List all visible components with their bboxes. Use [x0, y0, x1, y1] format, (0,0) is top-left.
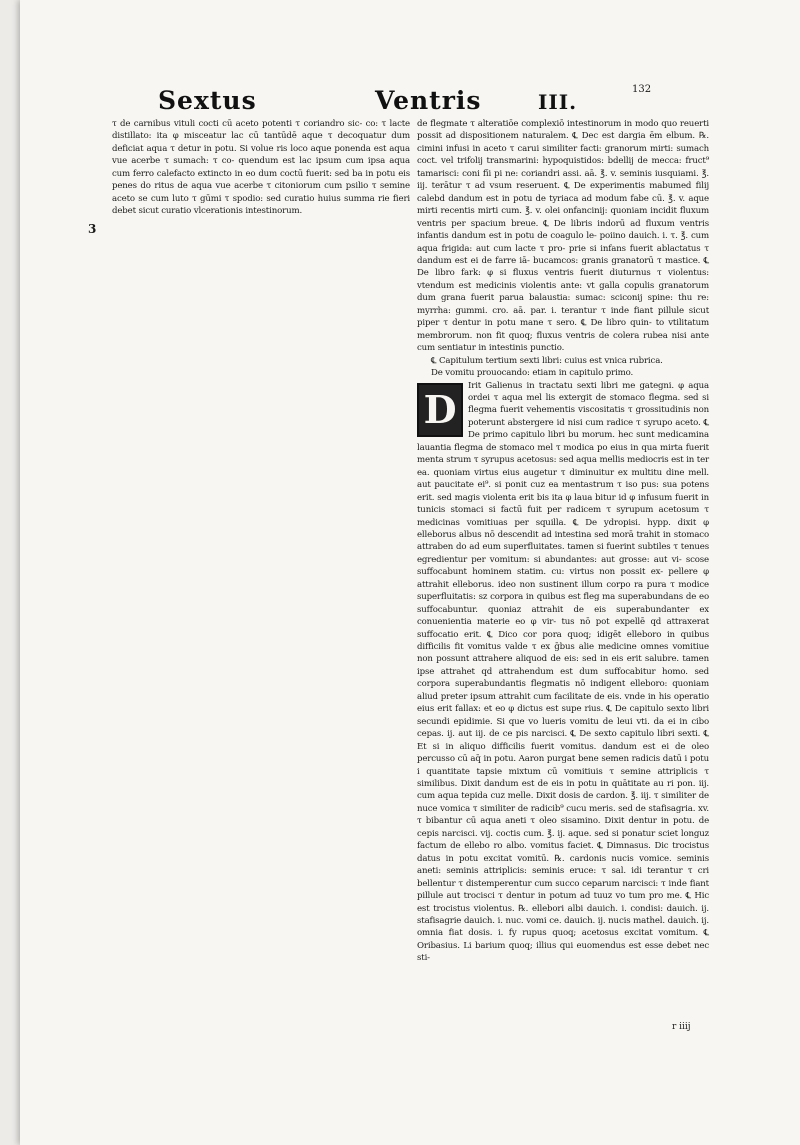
signature-mark: r iiij — [672, 1022, 691, 1032]
folio-number: 132 — [632, 84, 652, 95]
right-paragraph-top: de flegmate τ alteratiōe complexiō intestinorum in modo quo reuerti possit ad dispositionem naturalem. ℄ Dec est dargia ēm elbum. ℞. cimini infusi in aceto τ carui similiter facti: granorum mirti: sumach coct. vel trifolij transmarini: hypoquistidos: bdellij de mecca: fruct⁹ tamarisci: coni fīi pi ne: coriandri assi. aā. ℥. v. seminis iusquiami. ℥. iij. terātur τ ad vsum reseruent. ℄ De experimentis mabumed filij calebd dandum est in potu de tyriaca ad modum fabe cū. ℥. v. aque mirti recentis mirti cum. ℥. v. olei onfancinij: quoniam incidit fluxum ventris per spacium breue. ℄ De libris indorū ad fluxum ventris infantis dandum est in potu de coagulo le- poiino dauich. i. τ. ℥. cum aqua frigida: aut cum lacte τ pro- prie si infans fuerit ablactatus τ dandum est ei de farre iā- bucamcos: granis granatorū τ mastice. ℄ De libro fark: φ si fluxus ventris fuerit diuturnus τ violentus: vtendum est medicinis violentis ante: vt galla copulis granatorum dum grana fuerit parua balaustia: sumac: sciconij spine: thu re: myrrha: gummi. cro. aā. par. i. terantur τ inde fiant pillule sicut piper τ dentur in potu mane τ sero. ℄ De libro quin- to vtilitatum membrorum. non fit quoq; fluxus ventris de colera rubea nisi ante cum sentiatur in intestinis punctio. — [417, 119, 709, 354]
chapter-body — [417, 380, 709, 965]
left-paragraph-1: τ de carnibus vituli cocti cū aceto potenti τ coriandro sic- co: τ lacte distillato: ita φ misceatur lac cū tantūdē aque τ decoquatur dum deficiat aqua τ detur in potu. Si volue ris loco aque ponenda est aqua vue acerbe τ sumach: τ co- quendum est lac ipsum cum ipsa aqua cum ferro calefacto extincto in eo dum coctū fuerit: sed ba in potu eis penes do ritus de aqua vue acerbe τ citoniorum cum psilio τ semine aceto se cum luto τ gūmi τ spodio: sed curatio huius summa rie fieri debet sicut curatio vlcerationis intestinorum. — [112, 119, 410, 217]
decorated-initial: D — [417, 383, 463, 437]
running-head-left: Sextus — [158, 86, 257, 115]
running-head-right: III. — [538, 90, 578, 114]
left-column — [112, 118, 410, 218]
right-column — [417, 118, 709, 965]
running-head-center: Ventris — [375, 86, 482, 115]
chapter-rubric: De vomitu prouocando: etiam in capitulo primo. — [431, 368, 634, 379]
chapter-heading: ℄ Capitulum tertium sexti libri: cuius est vnica rubrica. — [431, 355, 663, 366]
book-page — [20, 0, 800, 1145]
section-number: 3 — [88, 222, 97, 236]
right-paragraph-main: Irit Galienus in tractatu sexti libri me gategni. φ aqua ordei τ aqua mel lis extergit de stomaco flegma. sed si flegma fuerit vehementis viscositatis τ grossitudinis non poterunt abstergere id nisi cum radice τ syrupo aceto. ℄ De primo capitulo libri bu morum. hec sunt medicamina lauantia flegma de stomaco mel τ modica po eius in qua mirta fuerit menta strum τ syrupus acetosus: sed aqua mellis mediocris est in ter ea. quoniam virtus eius augetur τ diminuitur ex multitu dine mell. aut paucitate ei⁹. si ponit cuz ea mentastrum τ iso pus: sua potens erit. sed magis violenta erit bis ita φ laua bitur id φ infusum fuerit in tunicis stomaci si factū fuit per radicem τ syrupum acetosum τ medicinas vomitiuas per squilla. ℄ De ydropisi. hypp. dixit φ elleborus albus nō descendit ad intestina sed morā trahit in stomaco attraben do ad eum superfluitates. tamen si fuerint subtiles τ tenues egredientur per vomitum: si abundantes: aut grosse: aut vi- scose suffocabunt hominem statim. cu: virtus non possit ex- pellere φ attrahit elleborus. ideo non sustinent illum corpo ra pura τ modice superfluitatis: sz corpora in quibus est fleg ma superabundans de eo suffocabuntur. quoniaz attrahit de eis superabundanter ex conuenientia materie eo φ vir- tus nō pot expellē qd attraxerat suffocatio erit. ℄ Dico cor pora quoq; idigēt elleboro in quibus difficilis fit vomitus valde τ ex ḡbus alie medicine omnes vomitiue non possunt attrahere aliquod de eis: sed in eis erit salubre. tamen ipse attrahet qd attrahendum est dum suffocabitur homo. sed corpora superabundantis flegmatis nō indigent elleboro: quoniam aliud preter ipsum attrahit cum facilitate de eis. vnde in his operatio eius erit fallax: et eo φ dictus est supe rius. ℄ De capitulo sexto libri secundi epidimie. Si que vo lueris vomitu de leui vti. da ei in cibo cepas. ij. aut iij. de ce pis narcisci. ℄ De sexto capitulo libri sexti. ℄ Et si in aliquo difficilis fuerit vomitus. dandum est ei de oleo percusso cū aq̄ in potu. Aaron purgat bene semen radicis datū i potu i quantitate tapsie mixtum cū vomitiuis τ semine attriplicis τ similibus. Dixit dandum est de eis in potu in quātitate au ri pon. iij. cum aqua tepida cuz melle. Dixit dosis de cardon. ℥. iij. τ similiter de nuce vomica τ similiter de radicib⁹ cucu meris. sed de stafisagria. xv. τ bibantur cū aqua aneti τ oleo sisamino. Dixit dentur in potu. de cepis narcisci. vij. coctis cum. ℥. ij. aque. sed si ponatur sciet longuz factum de ellebo ro albo. vomitus faciet. ℄ Dimnasus. Dic trocistus datus in potu excitat vomitū. ℞. cardonis nucis vomice. seminis aneti: seminis attriplicis: seminis eruce: τ sal. idi terantur τ cri bellentur τ distemperentur cum succo ceparum narcisci: τ inde fiant pillule aut trocisci τ dentur in potum ad tuuz vo tum pro me. ℄ Hic est trocistus violentus. ℞. ellebori albi dauich. i. condisi: dauich. ij. stafisagrie dauich. i. nuc. vomi ce. dauich. ij. nucis mathel. dauich. ij. omnia fiat dosis. i. fy rupus quoq; acetosus excitat vomitum. ℄ Oribasius. Li barium quoq; illius qui euomendus est esse debet nec sti- — [417, 380, 709, 964]
